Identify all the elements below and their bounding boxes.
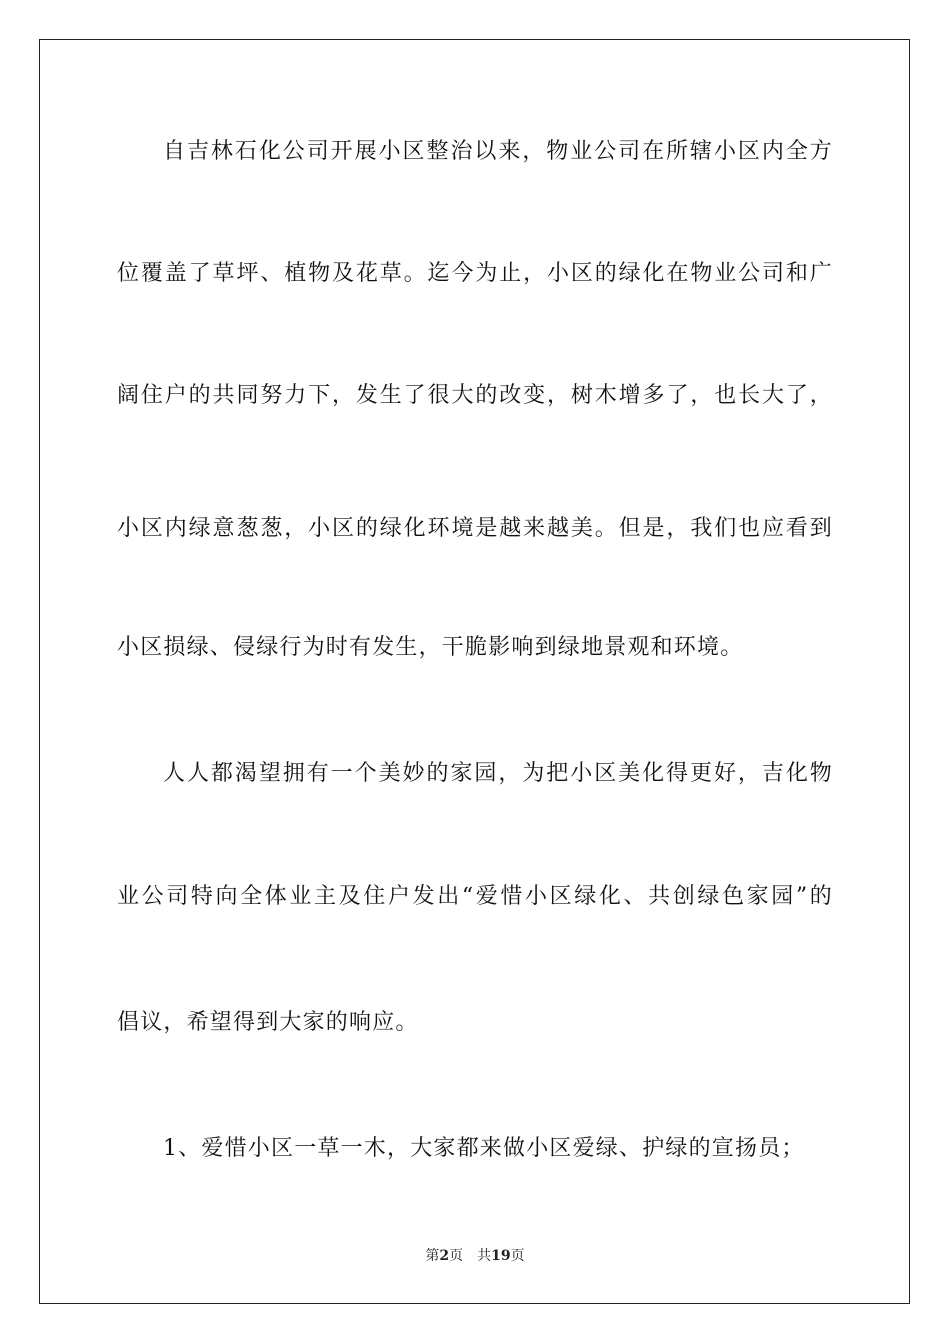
paragraph-1-line-5: 小区损绿、侵绿行为时有发生，干脆影响到绿地景观和环境。	[117, 635, 744, 660]
total-pages: 19	[491, 1248, 511, 1264]
list-item-1: 1、爱惜小区一草一木，大家都来做小区爱绿、护绿的宣扬员；	[163, 1136, 805, 1161]
paragraph-2-line-3: 倡议，希望得到大家的响应。	[117, 1010, 419, 1035]
page-footer	[0, 1247, 950, 1265]
paragraph-1-line-3: 阔住户的共同努力下，发生了很大的改变，树木增多了，也长大了，	[117, 383, 833, 408]
paragraph-1-line-4: 小区内绿意葱葱，小区的绿化环境是越来越美。但是，我们也应看到	[117, 516, 833, 541]
page-number: 2	[439, 1248, 450, 1264]
total-prefix: 共	[477, 1248, 492, 1264]
total-suffix: 页	[510, 1248, 525, 1264]
page-frame	[39, 39, 910, 1304]
paragraph-1-line-2: 位覆盖了草坪、植物及花草。迄今为止，小区的绿化在物业公司和广	[117, 261, 833, 286]
paragraph-2-line-1: 人人都渴望拥有一个美妙的家园，为把小区美化得更好，吉化物	[163, 761, 833, 786]
page-suffix: 页	[449, 1248, 464, 1264]
paragraph-1-line-1: 自吉林石化公司开展小区整治以来，物业公司在所辖小区内全方	[163, 139, 833, 164]
page-prefix: 第	[425, 1248, 440, 1264]
paragraph-2-line-2: 业公司特向全体业主及住户发出“爱惜小区绿化、共创绿色家园”的	[117, 884, 833, 909]
